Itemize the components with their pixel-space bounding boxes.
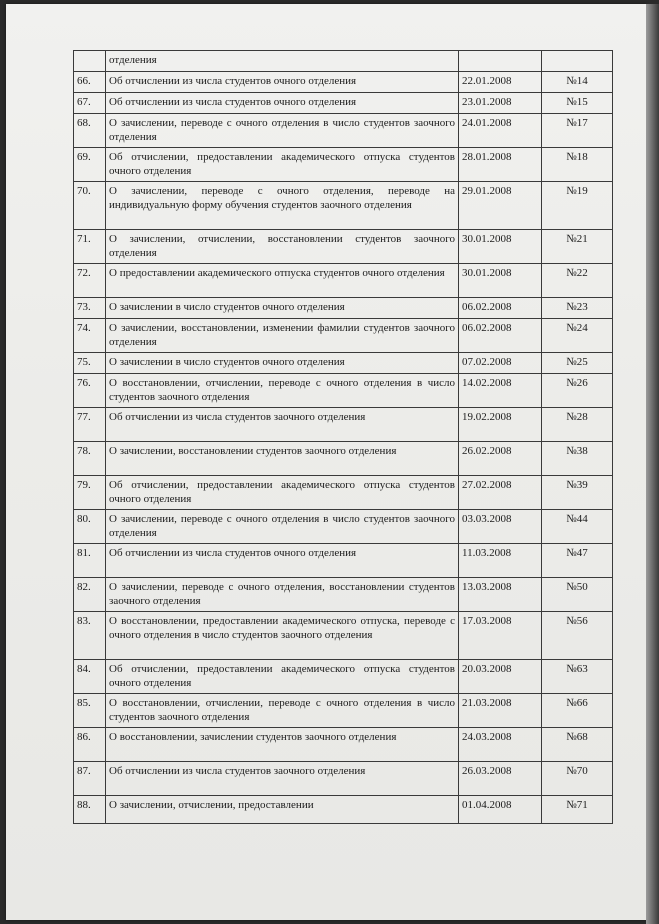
- order-date: 07.02.2008: [459, 353, 542, 374]
- order-title: О зачислении, переводе с очного отделения, восстановлении студентов заочного отделения: [106, 578, 459, 612]
- table-row: [74, 264, 613, 298]
- row-number: 79.: [74, 476, 106, 510]
- row-number: 85.: [74, 694, 106, 728]
- order-title: Об отчислении из числа студентов очного отделения: [106, 93, 459, 114]
- order-number: №68: [542, 728, 613, 762]
- order-title: Об отчислении, предоставлении академического отпуска студентов очного отделения: [106, 660, 459, 694]
- order-number: №15: [542, 93, 613, 114]
- table-row: [74, 353, 613, 374]
- row-number: 76.: [74, 374, 106, 408]
- order-number: [542, 51, 613, 72]
- order-date: 06.02.2008: [459, 319, 542, 353]
- table-row: [74, 612, 613, 660]
- order-date: 29.01.2008: [459, 182, 542, 230]
- order-title: О зачислении, восстановлении студентов заочного отделения: [106, 442, 459, 476]
- order-title: Об отчислении, предоставлении академического отпуска студентов очного отделения: [106, 148, 459, 182]
- order-number: №14: [542, 72, 613, 93]
- table-row: [74, 660, 613, 694]
- order-title: отделения: [106, 51, 459, 72]
- order-title: О предоставлении академического отпуска студентов очного отделения: [106, 264, 459, 298]
- table-row: [74, 72, 613, 93]
- table-row: [74, 93, 613, 114]
- table-body: [74, 51, 613, 824]
- order-number: №28: [542, 408, 613, 442]
- order-date: 30.01.2008: [459, 230, 542, 264]
- order-title: Об отчислении из числа студентов заочного отделения: [106, 762, 459, 796]
- order-number: №71: [542, 796, 613, 824]
- order-date: 21.03.2008: [459, 694, 542, 728]
- table-row: [74, 694, 613, 728]
- order-date: 17.03.2008: [459, 612, 542, 660]
- order-title: О восстановлении, зачислении студентов заочного отделения: [106, 728, 459, 762]
- order-number: №44: [542, 510, 613, 544]
- row-number: 80.: [74, 510, 106, 544]
- row-number: 74.: [74, 319, 106, 353]
- table-row: [74, 114, 613, 148]
- row-number: 84.: [74, 660, 106, 694]
- order-number: №24: [542, 319, 613, 353]
- table-row: [74, 796, 613, 824]
- row-number: 73.: [74, 298, 106, 319]
- order-title: О зачислении, переводе с очного отделения, переводе на индивидуальную форму обучения студентов заочного отделения: [106, 182, 459, 230]
- order-date: 13.03.2008: [459, 578, 542, 612]
- table-row: [74, 762, 613, 796]
- order-date: 11.03.2008: [459, 544, 542, 578]
- order-date: 22.01.2008: [459, 72, 542, 93]
- order-number: №38: [542, 442, 613, 476]
- table-row: [74, 728, 613, 762]
- table-row: [74, 51, 613, 72]
- order-number: №26: [542, 374, 613, 408]
- row-number: [74, 51, 106, 72]
- table-row: [74, 476, 613, 510]
- table-row: [74, 442, 613, 476]
- order-number: №39: [542, 476, 613, 510]
- scanned-page: [6, 4, 646, 920]
- order-number: №22: [542, 264, 613, 298]
- order-date: 23.01.2008: [459, 93, 542, 114]
- order-number: №50: [542, 578, 613, 612]
- order-title: О восстановлении, отчислении, переводе с очного отделения в число студентов заочного отделения: [106, 374, 459, 408]
- table-row: [74, 230, 613, 264]
- order-title: О зачислении, отчислении, восстановлении студентов заочного отделения: [106, 230, 459, 264]
- table-row: [74, 148, 613, 182]
- order-number: №47: [542, 544, 613, 578]
- table-row: [74, 298, 613, 319]
- row-number: 77.: [74, 408, 106, 442]
- order-title: Об отчислении из числа студентов очного отделения: [106, 72, 459, 93]
- order-title: О зачислении, отчислении, предоставлении: [106, 796, 459, 824]
- row-number: 78.: [74, 442, 106, 476]
- order-date: 06.02.2008: [459, 298, 542, 319]
- row-number: 66.: [74, 72, 106, 93]
- order-date: [459, 51, 542, 72]
- row-number: 69.: [74, 148, 106, 182]
- scan-edge-shadow: [646, 4, 659, 924]
- table-row: [74, 510, 613, 544]
- order-date: 27.02.2008: [459, 476, 542, 510]
- order-date: 24.03.2008: [459, 728, 542, 762]
- table-row: [74, 578, 613, 612]
- order-number: №23: [542, 298, 613, 319]
- row-number: 67.: [74, 93, 106, 114]
- row-number: 71.: [74, 230, 106, 264]
- row-number: 75.: [74, 353, 106, 374]
- order-title: О зачислении, восстановлении, изменении фамилии студентов заочного отделения: [106, 319, 459, 353]
- order-title: Об отчислении, предоставлении академического отпуска студентов очного отделения: [106, 476, 459, 510]
- order-date: 03.03.2008: [459, 510, 542, 544]
- order-title: Об отчислении из числа студентов очного отделения: [106, 544, 459, 578]
- table-row: [74, 319, 613, 353]
- order-date: 28.01.2008: [459, 148, 542, 182]
- order-number: №17: [542, 114, 613, 148]
- row-number: 83.: [74, 612, 106, 660]
- row-number: 82.: [74, 578, 106, 612]
- order-title: О зачислении в число студентов очного отделения: [106, 298, 459, 319]
- table-row: [74, 182, 613, 230]
- order-date: 24.01.2008: [459, 114, 542, 148]
- order-number: №25: [542, 353, 613, 374]
- row-number: 88.: [74, 796, 106, 824]
- order-title: О зачислении, переводе с очного отделения в число студентов заочного отделения: [106, 510, 459, 544]
- order-number: №56: [542, 612, 613, 660]
- order-number: №18: [542, 148, 613, 182]
- orders-register-table: [73, 50, 613, 824]
- order-number: №63: [542, 660, 613, 694]
- order-date: 01.04.2008: [459, 796, 542, 824]
- order-number: №19: [542, 182, 613, 230]
- order-date: 26.02.2008: [459, 442, 542, 476]
- order-title: О зачислении в число студентов очного отделения: [106, 353, 459, 374]
- order-number: №21: [542, 230, 613, 264]
- order-date: 20.03.2008: [459, 660, 542, 694]
- row-number: 81.: [74, 544, 106, 578]
- order-title: О восстановлении, отчислении, переводе с очного отделения в число студентов заочного отделения: [106, 694, 459, 728]
- row-number: 86.: [74, 728, 106, 762]
- table-row: [74, 408, 613, 442]
- order-title: О восстановлении, предоставлении академического отпуска, переводе с очного отделения в число студентов заочного отделения: [106, 612, 459, 660]
- table-row: [74, 374, 613, 408]
- row-number: 87.: [74, 762, 106, 796]
- order-title: Об отчислении из числа студентов заочного отделения: [106, 408, 459, 442]
- order-date: 14.02.2008: [459, 374, 542, 408]
- table-row: [74, 544, 613, 578]
- row-number: 72.: [74, 264, 106, 298]
- order-date: 26.03.2008: [459, 762, 542, 796]
- order-title: О зачислении, переводе с очного отделения в число студентов заочного отделения: [106, 114, 459, 148]
- row-number: 70.: [74, 182, 106, 230]
- order-number: №70: [542, 762, 613, 796]
- order-number: №66: [542, 694, 613, 728]
- row-number: 68.: [74, 114, 106, 148]
- order-date: 30.01.2008: [459, 264, 542, 298]
- order-date: 19.02.2008: [459, 408, 542, 442]
